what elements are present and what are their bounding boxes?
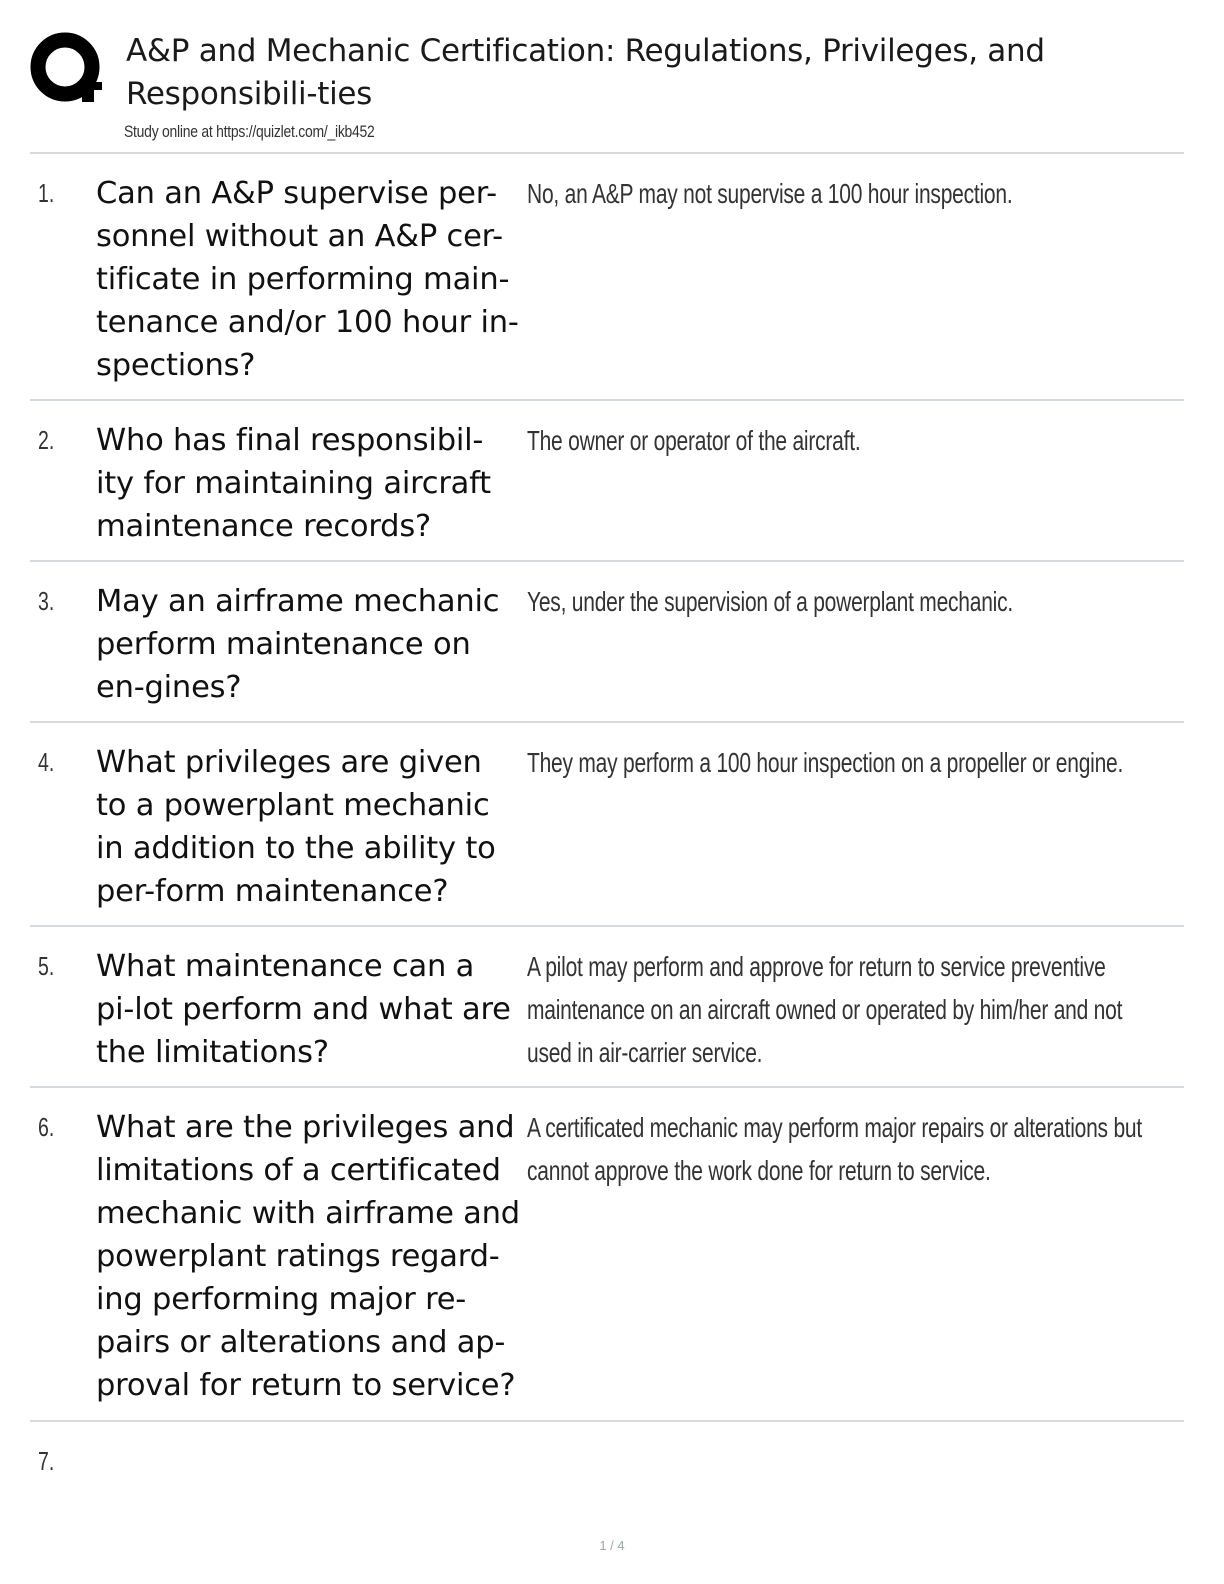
divider [30,925,1184,927]
divider [30,1086,1184,1088]
quizlet-q-logo-icon [30,32,104,106]
divider [30,152,1184,154]
card-number: 6. [38,1112,55,1142]
card-answer: A certificated mechanic may perform major repairs or alterations but cannot approve the work done for return to service. [527,1112,1142,1186]
card-question: What privileges are given to a powerplant mechanic in addition to the ability to per-form maintenance? [96,745,496,909]
divider [30,721,1184,723]
card-question: Who has final responsibil-ity for maintaining aircraft maintenance records? [96,423,491,544]
page-number: 1 / 4 [599,1538,625,1553]
study-online-link[interactable]: Study online at https://quizlet.com/_ikb452 [124,122,375,141]
page-title [126,30,1216,116]
card-answer: They may perform a 100 hour inspection on a propeller or engine. [527,747,1124,778]
card-number: 3. [38,586,55,616]
card-number: 2. [38,425,55,455]
card-question: Can an A&P supervise per-sonnel without an A&P cer-tificate in performing main-tenance and/or 100 hour in-spections? [96,176,519,383]
card-answer: A pilot may perform and approve for return to service preventive maintenance on an aircraft owned or operated by him/her and not used in air-carrier service. [527,951,1123,1068]
page-title-text: A&P and Mechanic Certification: Regulations, Privileges, and Responsibili-ties [126,33,1045,112]
card-number: 1. [38,178,55,208]
card-question: What maintenance can a pi-lot perform and what are the limitations? [96,949,511,1070]
card-question: What are the privileges and limitations of a certificated mechanic with airframe and powerplant ratings regard-ing performing major re-pairs or alterations and ap-proval for return to service? [96,1110,520,1403]
card-answer: No, an A&P may not supervise a 100 hour inspection. [527,178,1013,209]
divider [30,1420,1184,1422]
card-number: 7. [38,1446,55,1476]
card-question: May an airframe mechanic perform maintenance on en-gines? [96,584,500,705]
divider [30,560,1184,562]
card-answer: Yes, under the supervision of a powerplant mechanic. [527,586,1013,617]
card-number: 4. [38,747,55,777]
card-number: 5. [38,951,55,981]
card-answer: The owner or operator of the aircraft. [527,425,861,456]
divider [30,399,1184,401]
